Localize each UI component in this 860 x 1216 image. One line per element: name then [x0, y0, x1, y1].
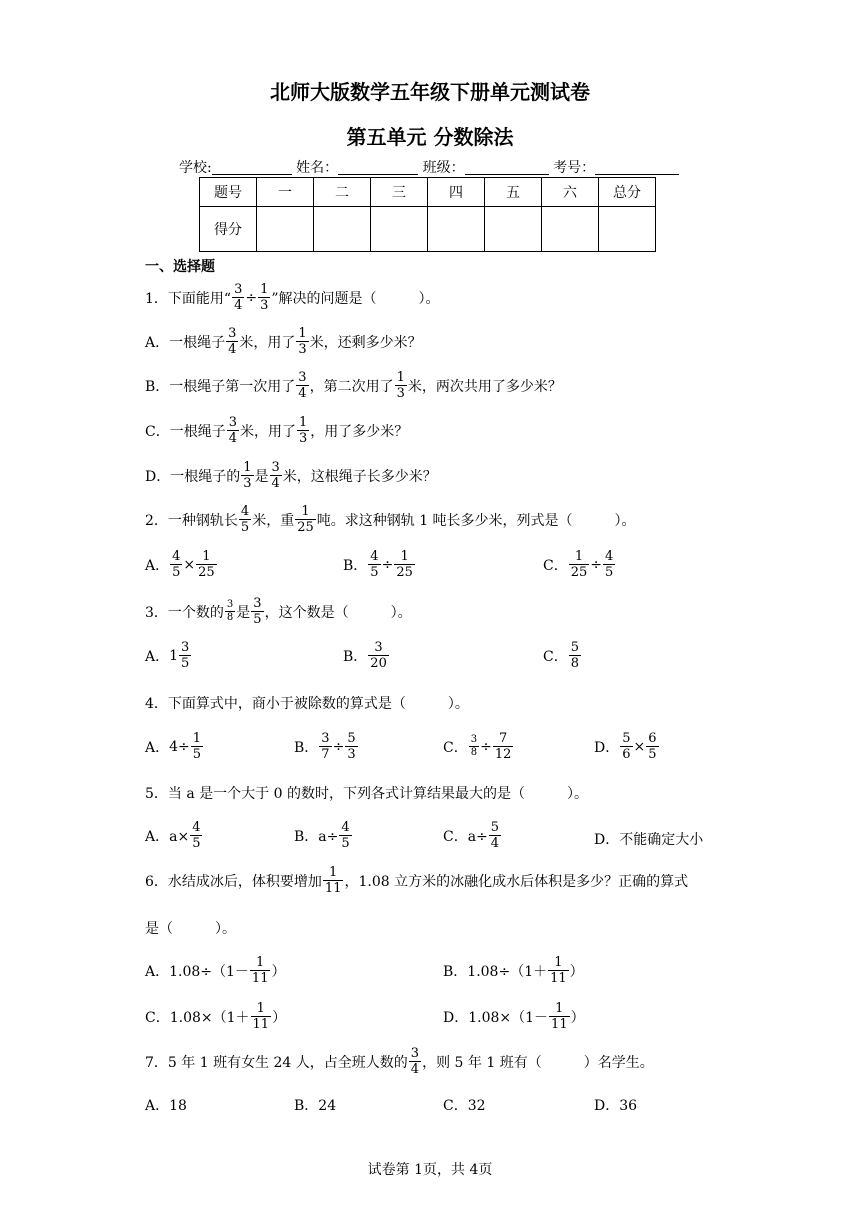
q1-option-c: C．一根绳子 3 4 米，用了 1 3 ，用了多少米？ [145, 415, 409, 446]
q1-option-b: B．一根绳子第一次用了 3 4 ，第二次用了 1 3 米，两次共用了多少米？ [145, 370, 562, 401]
q3-option-b: B． 3 20 [343, 640, 387, 671]
q5-option-a: A．a× $\frac{4}{5}$ [145, 820, 201, 851]
fraction: 3 5 [253, 596, 262, 627]
q1-option-a: A．一根绳子 3 4 米，用了 1 3 米，还剩多少米？ [145, 326, 422, 357]
score-cell[interactable] [428, 207, 485, 252]
score-header-cell: 五 [485, 178, 542, 207]
fraction: $\frac{6}{5}$ [648, 731, 657, 762]
unit-subtitle: 第五单元 分数除法 [346, 125, 514, 149]
exam-no-label: 考号： [553, 160, 596, 176]
fraction: $\frac{1}{25}$ [396, 549, 413, 580]
q7-option-c: C．32 [443, 1098, 486, 1114]
q4-option-b: B． $\frac{3}{7}$ ÷ $\frac{5}{3}$ [294, 731, 356, 762]
question-5: 5．当 a 是一个大于 0 的数时，下列各式计算结果最大的是（ ）。 [145, 786, 588, 802]
fraction: $\frac{1}{25}$ [570, 549, 588, 580]
fraction: $\frac{7}{12}$ [494, 731, 512, 762]
q1-option-d: D．一根绳子的 1 3 是 3 4 米，这根绳子长多少米？ [145, 460, 437, 491]
fraction: $\frac{5}{3}$ [347, 731, 356, 762]
exam-no-blank[interactable] [595, 159, 679, 175]
fraction: 1 25 [297, 504, 314, 535]
score-header-cell: 六 [542, 178, 599, 207]
page-footer: 试卷第 1页，共 4页 [367, 1162, 493, 1178]
q1-text: ”解决的问题是（ ）。 [271, 290, 440, 307]
fraction: 1 3 [299, 415, 308, 446]
fraction: 1 11 [551, 1001, 568, 1032]
fraction: $\frac{4}{5}$ [341, 820, 350, 851]
score-cell[interactable] [542, 207, 599, 252]
fraction: 3 4 [298, 370, 307, 401]
fraction: 3 4 [410, 1046, 420, 1077]
q5-option-c: C．a÷ $\frac{5}{4}$ [443, 820, 500, 851]
q5-option-d: D．不能确定大小 [594, 832, 704, 848]
section-title: 一、选择题 [145, 259, 215, 275]
question-7: 7．5 年 1 班有女生 24 人，占全班人数的 3 4 ，则 5 年 1 班有（ ）名学生。 [145, 1046, 654, 1077]
q1-text: 1．下面能用“ [145, 290, 232, 307]
fraction: 1 3 [243, 460, 252, 491]
score-cell[interactable] [371, 207, 428, 252]
fraction: $\frac{5}{4}$ [490, 820, 500, 851]
fraction: 3 4 [228, 326, 237, 357]
q6-option-c: C．1.08×（1＋ 1 11 ） [145, 1001, 287, 1032]
q5-option-b: B．a÷ $\frac{4}{5}$ [294, 820, 350, 851]
question-3: 3．一个数的 3 8 是 3 5 ，这个数是（ ）。 [145, 596, 412, 627]
score-header-cell: 题号 [200, 178, 257, 207]
school-label: 学校: [179, 160, 212, 176]
question-6: 6．水结成冰后，体积要增加 1 11 ，1.08 立方米的冰融化成水后体积是多少？正确的算式 [145, 865, 689, 896]
score-header-cell: 二 [314, 178, 371, 207]
score-table-header-row [200, 178, 656, 207]
school-blank[interactable] [212, 159, 292, 175]
q2-option-b: B． $\frac{4}{5}$ ÷ $\frac{1}{25}$ [343, 549, 413, 580]
fraction: 3 5 [181, 640, 190, 671]
fraction: $\frac{3}{7}$ [321, 731, 330, 762]
q7-option-a: A．18 [145, 1098, 187, 1114]
q4-option-c: C． $\frac{3}{8}$ ÷ $\frac{7}{12}$ [443, 731, 512, 762]
fraction: 3 4 [271, 460, 280, 491]
score-header-cell: 四 [428, 178, 485, 207]
q6-option-b: B．1.08÷（1＋ 1 11 ） [443, 955, 584, 986]
fraction: $\frac{4}{5}$ [192, 820, 201, 851]
fraction: 4 5 [240, 504, 250, 535]
question-2: 2．一种钢轨长 4 5 米，重 1 25 吨。求这种钢轨 1 吨长多少米，列式是（ ）。 [145, 504, 636, 535]
score-cell[interactable] [257, 207, 314, 252]
fraction: 1 11 [251, 955, 269, 986]
question-6-cont: 是（ ）。 [145, 921, 236, 937]
page-title: 北师大版数学五年级下册单元测试卷 [270, 80, 590, 104]
fraction: 3 20 [370, 640, 387, 671]
score-cell[interactable] [485, 207, 542, 252]
score-cell[interactable] [599, 207, 656, 252]
fraction: $\frac{1}{25}$ [198, 549, 215, 580]
name-blank[interactable] [338, 159, 418, 175]
fraction: 1 3 [298, 326, 307, 357]
q3-option-c: C． 5 8 [543, 640, 579, 671]
score-table [199, 177, 656, 252]
class-blank[interactable] [465, 159, 549, 175]
fraction: $\frac{3}{8}$ [470, 734, 478, 758]
operator: ÷ [245, 289, 258, 306]
q2-option-c: C． $\frac{1}{25}$ ÷ $\frac{4}{5}$ [543, 549, 614, 580]
question-4: 4．下面算式中，商小于被除数的算式是（ ）。 [145, 696, 469, 712]
fraction: $\frac{1}{5}$ [192, 731, 202, 762]
fraction: $\frac{5}{6}$ [622, 731, 631, 762]
fraction: 1 11 [324, 865, 342, 896]
q7-option-b: B．24 [294, 1098, 337, 1114]
score-row-label: 得分 [200, 207, 257, 252]
fraction: 5 8 [570, 640, 579, 671]
class-label: 班级： [422, 160, 465, 176]
fraction: 3 4 [228, 415, 237, 446]
fraction: $\frac{4}{5}$ [605, 549, 614, 580]
score-cell[interactable] [314, 207, 371, 252]
q6-option-a: A．1.08÷（1－ 1 11 ） [145, 955, 286, 986]
score-header-cell: 总分 [599, 178, 656, 207]
fraction: $\frac{1}{3}$ [260, 282, 269, 313]
score-table-score-row [200, 207, 656, 252]
name-label: 姓名： [296, 160, 339, 176]
q4-option-a: A． 4÷ $\frac{1}{5}$ [145, 731, 202, 762]
score-header-cell: 一 [257, 178, 314, 207]
q4-option-d: D． $\frac{5}{6}$ × $\frac{6}{5}$ [594, 731, 657, 762]
fraction: $\frac{3}{4}$ [234, 282, 243, 313]
fraction: 1 3 [396, 370, 405, 401]
score-header-cell: 三 [371, 178, 428, 207]
student-info-line [179, 157, 679, 177]
fraction: 1 11 [550, 955, 567, 986]
fraction: 3 8 [226, 599, 234, 623]
fraction: $\frac{4}{5}$ [370, 549, 379, 580]
fraction: $\frac{4}{5}$ [172, 549, 181, 580]
question-1 [145, 282, 440, 313]
fraction: 1 11 [252, 1001, 270, 1032]
q3-option-a: A． 1 3 5 [145, 640, 190, 671]
q6-option-d: D．1.08×（1－ 1 11 ） [443, 1001, 585, 1032]
q2-option-a: A． $\frac{4}{5}$ × $\frac{1}{25}$ [145, 549, 215, 580]
q7-option-d: D．36 [594, 1098, 638, 1114]
